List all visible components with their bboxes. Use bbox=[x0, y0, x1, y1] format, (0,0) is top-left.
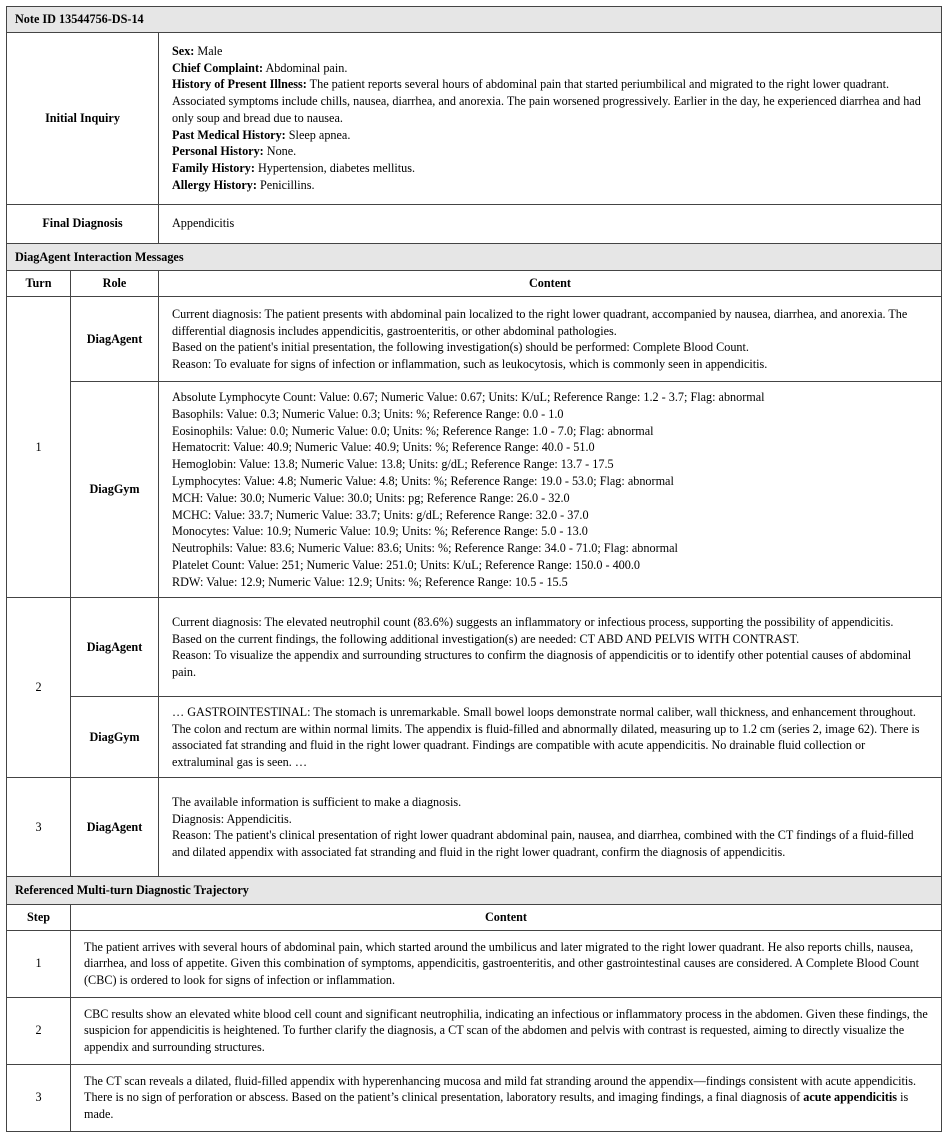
turn-number: 2 bbox=[7, 598, 71, 778]
role-diaggym: DiagGym bbox=[71, 697, 159, 778]
role-diagagent: DiagAgent bbox=[71, 598, 159, 697]
initial-inquiry-content bbox=[159, 32, 942, 204]
step-column-header: Step bbox=[7, 904, 71, 930]
inquiry-chief-complaint: Chief Complaint: Abdominal pain. bbox=[172, 60, 348, 75]
inquiry-allergy-history: Allergy History: Penicillins. bbox=[172, 178, 315, 193]
inquiry-family-history: Family History: Hypertension, diabetes mellitus. bbox=[172, 161, 416, 176]
trajectory-content-column-header: Content bbox=[71, 904, 942, 930]
imaging-report-content: … GASTROINTESTINAL: The stomach is unremarkable. Small bowel loops demonstrate normal caliber, wall thickness, and enhancement throughout. The colon and rectum are within normal limits. The appendix is fluid-filled and abnormally dilated, measuring up to 1.2 cm (series 2, image 62). There is associated fat stranding and fluid in the right lower quadrant. Findings are compatible with acute appendicitis. No drainable fluid collection or extraluminal gas is seen. … bbox=[159, 697, 942, 778]
message-content: The available information is sufficient to make a diagnosis. Diagnosis: Appendicitis. Reason: The patient's clinical presentation of right lower quadrant abdominal pain, nausea, and diarrhea, combined with the CT findings of a fluid-filled and dilated appendix with associated fat stranding and fluid in the right lower quadrant, confirm the diagnosis of appendicitis. bbox=[159, 778, 942, 877]
step-number: 1 bbox=[7, 930, 71, 997]
role-column-header: Role bbox=[71, 271, 159, 297]
message-content: Current diagnosis: The patient presents with abdominal pain localized to the right lower quadrant, accompanied by nausea, diarrhea, and anorexia. The differential diagnosis includes appendicitis, gastroenteritis, or other abdominal pathologies. Based on the patient's initial presentation, the following investigation(s) should be performed: Complete Blood Count. Reason: To evaluate for signs of infection or inflammation, such as leukocytosis, which is commonly seen in appendicitis. bbox=[159, 297, 942, 382]
role-diagagent: DiagAgent bbox=[71, 778, 159, 877]
case-document bbox=[6, 6, 941, 1132]
content-column-header: Content bbox=[159, 271, 942, 297]
turn-column-header: Turn bbox=[7, 271, 71, 297]
trajectory-table bbox=[6, 877, 942, 1132]
lab-results-content: Absolute Lymphocyte Count: Value: 0.67; Numeric Value: 0.67; Units: K/uL; Reference Range: 1.2 - 3.7; Flag: abnormal Basophils: Value: 0.3; Numeric Value: 0.3; Units: %; Reference Range: 0.0 - 1.0 Eosinophils: Value: 0.0; Numeric Value: 0.0; Units: %; Reference Range: 1.0 - 7.0; Flag: abnormal Hematocrit: Value: 40.9; Numeric Value: 40.9; Units: %; Reference Range: 40.0 - 51.0 Hemoglobin: Value: 13.8; Numeric Value: 13.8; Units: g/dL; Reference Range: 13.7 - 17.5 Lymphocytes: Value: 4.8; Numeric Value: 4.8; Units: %; Reference Range: 19.0 - 53.0; Flag: abnormal MCH: Value: 30.0; Numeric Value: 30.0; Units: pg; Reference Range: 26.0 - 32.0 MCHC: Value: 33.7; Numeric Value: 33.7; Units: g/dL; Reference Range: 32.0 - 37.0 Monocytes: Value: 10.9; Numeric Value: 10.9; Units: %; Reference Range: 5.0 - 13.0 Neutrophils: Value: 83.6; Numeric Value: 83.6; Units: %; Reference Range: 34.0 - 71.0; Flag: abnormal Platelet Count: Value: 251; Numeric Value: 251.0; Units: K/uL; Reference Range: 150.0 - 400.0 RDW: Value: 12.9; Numeric Value: 12.9; Units: %; Reference Range: 10.5 - 15.5 bbox=[159, 382, 942, 598]
turn-number: 3 bbox=[7, 778, 71, 877]
step-content: The CT scan reveals a dilated, fluid-filled appendix with hyperenhancing mucosa and mild fat stranding around the appendix—findings consistent with acute appendicitis. There is no sign of perforation or abscess. Based on the patient’s clinical presentation, laboratory results, and imaging findings, a final diagnosis of acute appendicitis is made. bbox=[71, 1064, 942, 1131]
step-number: 2 bbox=[7, 997, 71, 1064]
turn-number: 1 bbox=[7, 297, 71, 598]
final-diagnosis-value: Appendicitis bbox=[159, 204, 942, 243]
inquiry-present-illness: History of Present Illness: The patient reports several hours of abdominal pain that started periumbilical and migrated to the right lower quadrant. Associated symptoms include chills, nausea, diarrhea, and anorexia. The pain worsened progressively. Earlier in the day, he experienced diarrhea and had only soup and bread due to nausea. bbox=[172, 77, 921, 125]
interaction-table bbox=[6, 244, 942, 878]
step-number: 3 bbox=[7, 1064, 71, 1131]
inquiry-past-medical-history: Past Medical History: Sleep apnea. bbox=[172, 127, 351, 142]
step-content: CBC results show an elevated white blood cell count and significant neutrophilia, indicating an infectious or inflammatory process in the abdomen. Given these findings, the suspicion for appendicitis is heightened. To further clarify the diagnosis, a CT scan of the abdomen and pelvis with contrast is requested, aiming to directly visualize the appendix and surrounding structures. bbox=[71, 997, 942, 1064]
initial-inquiry-label: Initial Inquiry bbox=[7, 32, 159, 204]
note-id-header: Note ID 13544756-DS-14 bbox=[7, 7, 942, 33]
inquiry-sex: Sex: Male bbox=[172, 43, 223, 58]
case-summary-table bbox=[6, 6, 942, 244]
trajectory-section-header: Referenced Multi-turn Diagnostic Trajectory bbox=[7, 877, 942, 904]
role-diagagent: DiagAgent bbox=[71, 297, 159, 382]
step-content: The patient arrives with several hours of abdominal pain, which started around the umbilicus and later migrated to the right lower quadrant. He also reports chills, nausea, diarrhea, and loss of appetite. Given this combination of symptoms, appendicitis, gastroenteritis, and other gastrointestinal causes are considered. A Complete Blood Count (CBC) is ordered to look for signs of infection or inflammation. bbox=[71, 930, 942, 997]
final-diagnosis-emphasis: acute appendicitis bbox=[803, 1090, 898, 1105]
interaction-section-header: DiagAgent Interaction Messages bbox=[7, 244, 942, 271]
role-diaggym: DiagGym bbox=[71, 382, 159, 598]
message-content: Current diagnosis: The elevated neutrophil count (83.6%) suggests an inflammatory or infectious process, supporting the possibility of appendicitis. Based on the current findings, the following additional investigation(s) are needed: CT ABD AND PELVIS WITH CONTRAST. Reason: To visualize the appendix and surrounding structures to confirm the diagnosis of appendicitis or to identify other potential causes of abdominal pain. bbox=[159, 598, 942, 697]
inquiry-personal-history: Personal History: None. bbox=[172, 144, 297, 159]
final-diagnosis-label: Final Diagnosis bbox=[7, 204, 159, 243]
